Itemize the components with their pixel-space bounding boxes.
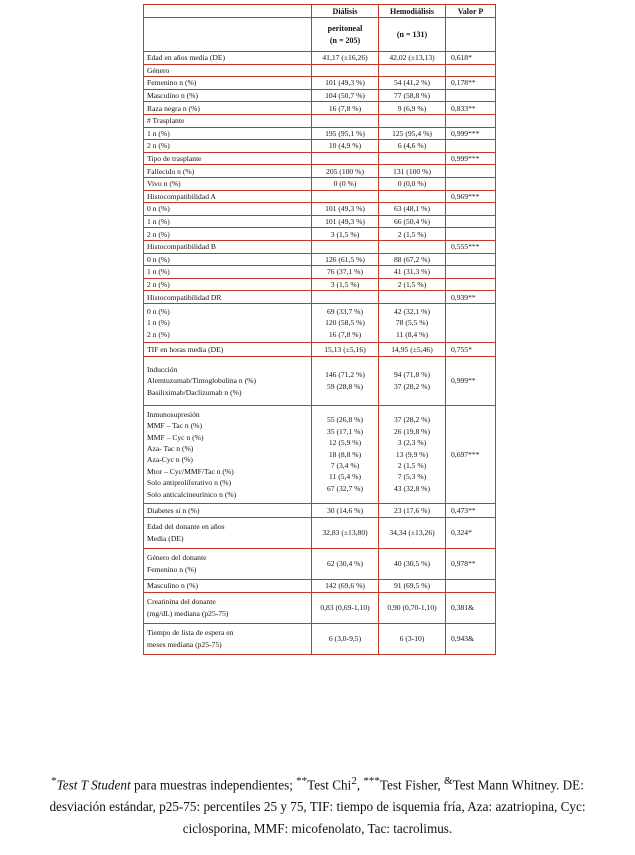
dialisis-value	[312, 303, 379, 342]
footnote-line-2: desviación estándar, p25-75: percentiles 25 y 75, TIF: tiempo de isquemia fría, Aza: azatriopina, Cyc:	[49, 799, 586, 815]
p-value: 0,697***	[446, 405, 496, 503]
footnote-fisher: Test Fisher,	[379, 777, 445, 793]
row-label-line: 0 n (%)	[147, 306, 170, 316]
hemodialisis-value: 91 (69,5 %)	[379, 579, 446, 592]
p-value	[446, 579, 496, 592]
table-row-genero-donante	[144, 548, 496, 579]
hemodialisis-value: 63 (48,1 %)	[379, 203, 446, 216]
table-row	[144, 64, 496, 77]
table-row-masculino-donante	[144, 579, 496, 592]
dialisis-value-line: 12 (5,9 %)	[328, 438, 362, 448]
table-row	[144, 77, 496, 90]
row-label-line: 1 n (%)	[147, 318, 170, 328]
header-empty-cell-2	[144, 18, 312, 52]
dialisis-value-line: 55 (26,8 %)	[326, 415, 364, 425]
header-dialisis-subtitle: peritoneal	[327, 24, 363, 34]
p-value: 0,978**	[446, 548, 496, 579]
row-label	[144, 517, 312, 548]
row-label-line: Solo anticalcineurínico n (%)	[147, 489, 237, 499]
row-label: TIF en horas media (DE)	[144, 342, 312, 356]
table-row-tif	[144, 342, 496, 356]
hemodialisis-value-line: 78 (5,5 %)	[395, 318, 429, 328]
row-label-line: MMF – Cyc n (%)	[147, 432, 204, 442]
table-row-diabetes	[144, 503, 496, 517]
hemodialisis-value-line: 2 (1,5 %)	[397, 461, 427, 471]
dialisis-value: 101 (49,3 %)	[312, 215, 379, 228]
row-label	[144, 592, 312, 623]
p-value: 0,999***	[446, 127, 496, 140]
hemodialisis-value-line: 26 (19,8 %)	[393, 426, 431, 436]
footnote-line-1	[4, 770, 631, 796]
table-row	[144, 203, 496, 216]
p-value: 0,999**	[446, 356, 496, 405]
row-label-line: Aza- Tac n (%)	[147, 443, 194, 453]
comparison-table	[143, 4, 496, 655]
hemodialisis-value: 125 (95,4 %)	[379, 127, 446, 140]
p-value	[446, 278, 496, 291]
table-row	[144, 266, 496, 279]
hemodialisis-value-line: 94 (71,8 %)	[393, 370, 431, 380]
row-label: 2 n (%)	[144, 140, 312, 153]
row-label-line: Mtor – Cyc/MMF/Tac n (%)	[147, 466, 234, 476]
p-value	[446, 228, 496, 241]
table-row-espera	[144, 623, 496, 654]
hemodialisis-value	[379, 240, 446, 253]
row-label: 1 n (%)	[144, 215, 312, 228]
row-label: Masculino n (%)	[144, 579, 312, 592]
hemodialisis-value-line: 11 (8,4 %)	[396, 329, 428, 339]
hemodialisis-value: 131 (100 %)	[379, 165, 446, 178]
hemodialisis-value	[379, 291, 446, 304]
table-row-induccion	[144, 356, 496, 405]
footnote-ttest: Test T Student	[56, 777, 131, 793]
p-value: 0,755*	[446, 342, 496, 356]
row-label	[144, 303, 312, 342]
table-row	[144, 165, 496, 178]
header-dialisis-title: Diálisis	[312, 5, 379, 18]
table-row-inmunosupresion	[144, 405, 496, 503]
dialisis-value: 15,13 (±5,16)	[312, 342, 379, 356]
hemodialisis-value-line: 37 (28,2 %)	[393, 381, 431, 391]
row-label	[144, 405, 312, 503]
row-label-line: Edad del donante en años	[147, 522, 225, 532]
dialisis-value: 32,83 (±13,80)	[312, 517, 379, 548]
table-row	[144, 52, 496, 65]
dialisis-value: 16 (7,8 %)	[312, 102, 379, 115]
row-label-line: Inducción	[147, 364, 178, 374]
hemodialisis-value	[379, 356, 446, 405]
row-label-line: 2 n (%)	[147, 329, 170, 339]
hemodialisis-value: 23 (17,6 %)	[379, 503, 446, 517]
header-p-empty	[446, 18, 496, 52]
row-label	[144, 356, 312, 405]
table-row	[144, 177, 496, 190]
row-label-line: Inmunosupresión	[147, 409, 200, 419]
row-label: Vivo n (%)	[144, 177, 312, 190]
dialisis-value: 104 (50,7 %)	[312, 89, 379, 102]
p-value	[446, 64, 496, 77]
footnote-mann: Test Mann Whitney. DE:	[452, 777, 584, 793]
row-label: Fallecido n (%)	[144, 165, 312, 178]
dialisis-value: 0 (0 %)	[312, 177, 379, 190]
footnote-chi: Test Chi	[307, 777, 352, 793]
dialisis-value-line: 67 (32,7 %)	[326, 483, 364, 493]
table-body	[144, 52, 496, 655]
hemodialisis-value	[379, 190, 446, 203]
hemodialisis-value: 0 (0,0 %)	[379, 177, 446, 190]
header-hemodialisis-sub	[379, 18, 446, 52]
p-value: 0,939**	[446, 291, 496, 304]
hemodialisis-value: 6 (4,6 %)	[379, 140, 446, 153]
row-label: 0 n (%)	[144, 203, 312, 216]
p-value: 0,999***	[446, 152, 496, 165]
row-label: Histocompatibilidad A	[144, 190, 312, 203]
dialisis-value	[312, 190, 379, 203]
p-value	[446, 303, 496, 342]
row-label-line: (mg/dL) mediana (p25-75)	[147, 608, 229, 618]
dialisis-value	[312, 152, 379, 165]
row-label-line: Media (DE)	[147, 533, 184, 543]
row-label: Edad en años media (DE)	[144, 52, 312, 65]
table-row	[144, 114, 496, 127]
dialisis-value-line: 120 (58,5 %)	[325, 318, 365, 328]
header-dialisis-sub	[312, 18, 379, 52]
dialisis-value: 3 (1,5 %)	[312, 278, 379, 291]
table-row-creatinina	[144, 592, 496, 623]
table-row	[144, 89, 496, 102]
hemodialisis-value	[379, 152, 446, 165]
header-p-value-title: Valor P	[446, 5, 496, 18]
table-row	[144, 291, 496, 304]
dialisis-value: 41,17 (±16,26)	[312, 52, 379, 65]
header-empty-cell	[144, 5, 312, 18]
hemodialisis-value-line: 37 (28,2 %)	[393, 415, 431, 425]
dialisis-value-line: 146 (71,2 %)	[325, 370, 365, 380]
table-row-dr-values	[144, 303, 496, 342]
row-label: Raza negra n (%)	[144, 102, 312, 115]
footnote-sep: ,	[356, 777, 364, 793]
row-label: 1 n (%)	[144, 127, 312, 140]
dialisis-value: 101 (49,3 %)	[312, 203, 379, 216]
footnote-mark-1: *	[51, 775, 57, 787]
row-label-line: Aza-Cyc n (%)	[147, 455, 193, 465]
hemodialisis-value-line: 43 (32,8 %)	[393, 483, 431, 493]
hemodialisis-value	[379, 114, 446, 127]
row-label: 2 n (%)	[144, 228, 312, 241]
dialisis-value: 3 (1,5 %)	[312, 228, 379, 241]
row-label: 1 n (%)	[144, 266, 312, 279]
row-label: Diabetes si n (%)	[144, 503, 312, 517]
dialisis-value	[312, 114, 379, 127]
p-value	[446, 140, 496, 153]
dialisis-value: 0,83 (0,69-1,10)	[312, 592, 379, 623]
table-row	[144, 152, 496, 165]
hemodialisis-value-line: 42 (32,1 %)	[393, 306, 431, 316]
header-hemodialisis-n: (n = 131)	[396, 29, 428, 39]
p-value	[446, 165, 496, 178]
p-value	[446, 253, 496, 266]
p-value: 0,324*	[446, 517, 496, 548]
table-row	[144, 140, 496, 153]
row-label	[144, 623, 312, 654]
hemodialisis-value: 42,02 (±13,13)	[379, 52, 446, 65]
p-value: 0,381&	[446, 592, 496, 623]
dialisis-value: 6 (3,0-9,5)	[312, 623, 379, 654]
dialisis-value-line: 35 (17,1 %)	[326, 426, 364, 436]
dialisis-value	[312, 291, 379, 304]
p-value: 0,969***	[446, 190, 496, 203]
row-label: Tipo de trasplante	[144, 152, 312, 165]
hemodialisis-value: 0,90 (0,70-1,10)	[379, 592, 446, 623]
hemodialisis-value: 9 (6,9 %)	[379, 102, 446, 115]
p-value: 0,943&	[446, 623, 496, 654]
hemodialisis-value: 6 (3-10)	[379, 623, 446, 654]
dialisis-value: 142 (69,6 %)	[312, 579, 379, 592]
row-label-line: Femenino n (%)	[147, 564, 197, 574]
p-value	[446, 203, 496, 216]
hemodialisis-value: 2 (1,5 %)	[379, 278, 446, 291]
row-label-line: Basiliximab/Daclizumab n (%)	[147, 387, 242, 397]
row-label-line: meses mediana (p25-75)	[147, 639, 222, 649]
hemodialisis-value	[379, 405, 446, 503]
hemodialisis-value: 41 (31,3 %)	[379, 266, 446, 279]
table-row	[144, 240, 496, 253]
footnote-text-1: para muestras independientes;	[130, 777, 297, 793]
footnote-line-3: ciclosporina, MMF: micofenolato, Tac: tacrolimus.	[182, 821, 453, 837]
table-row	[144, 215, 496, 228]
p-value: 0,833**	[446, 102, 496, 115]
row-label-line: Tiempo de lista de espera en	[147, 628, 234, 638]
hemodialisis-value: 34,34 (±13,26)	[379, 517, 446, 548]
table-row	[144, 278, 496, 291]
table-row	[144, 102, 496, 115]
dialisis-value: 195 (95,1 %)	[312, 127, 379, 140]
p-value	[446, 266, 496, 279]
footnote-mark-3: ***	[363, 775, 380, 787]
table-row	[144, 253, 496, 266]
dialisis-value	[312, 356, 379, 405]
p-value: 0,555***	[446, 240, 496, 253]
p-value	[446, 114, 496, 127]
dialisis-value: 10 (4,9 %)	[312, 140, 379, 153]
header-hemodialisis-title: Hemodiálisis	[379, 5, 446, 18]
hemodialisis-value: 66 (50,4 %)	[379, 215, 446, 228]
row-label	[144, 548, 312, 579]
row-label: Histocompatibilidad DR	[144, 291, 312, 304]
hemodialisis-value-line: 3 (2,3 %)	[397, 438, 427, 448]
footnote-mark-4: &	[444, 775, 453, 787]
hemodialisis-value: 88 (67,2 %)	[379, 253, 446, 266]
dialisis-value: 30 (14,6 %)	[312, 503, 379, 517]
dialisis-value: 62 (30,4 %)	[312, 548, 379, 579]
row-label-line: MMF – Tac n (%)	[147, 421, 203, 431]
dialisis-value: 126 (61,5 %)	[312, 253, 379, 266]
footnote-mark-2: **	[296, 775, 308, 787]
hemodialisis-value: 2 (1,5 %)	[379, 228, 446, 241]
p-value	[446, 177, 496, 190]
hemodialisis-value	[379, 303, 446, 342]
dialisis-value-line: 69 (33,7 %)	[326, 306, 364, 316]
row-label-line: Género del donante	[147, 553, 207, 563]
table-row	[144, 228, 496, 241]
row-label: Femenino n (%)	[144, 77, 312, 90]
hemodialisis-value	[379, 64, 446, 77]
dialisis-value: 101 (49,3 %)	[312, 77, 379, 90]
footnote-chi-sup: 2	[351, 775, 357, 787]
dialisis-value: 76 (37,1 %)	[312, 266, 379, 279]
dialisis-value	[312, 405, 379, 503]
table-row-edad-donante	[144, 517, 496, 548]
hemodialisis-value-line: 7 (5,3 %)	[397, 472, 427, 482]
dialisis-value-line: 11 (5,4 %)	[329, 472, 361, 482]
p-value: 0,178**	[446, 77, 496, 90]
row-label-line: Alemtuzumab/Timoglobulina n (%)	[147, 376, 256, 386]
p-value: 0,473**	[446, 503, 496, 517]
p-value	[446, 215, 496, 228]
footnote	[4, 770, 631, 840]
row-label: Género	[144, 64, 312, 77]
row-label: 0 n (%)	[144, 253, 312, 266]
hemodialisis-value: 77 (58,8 %)	[379, 89, 446, 102]
dialisis-value: 205 (100 %)	[312, 165, 379, 178]
hemodialisis-value: 54 (41,2 %)	[379, 77, 446, 90]
dialisis-value-line: 18 (8,8 %)	[328, 449, 362, 459]
row-label-line: Creatinina del donante	[147, 597, 216, 607]
row-label: # Trasplante	[144, 114, 312, 127]
dialisis-value-line: 59 (28,8 %)	[326, 381, 364, 391]
row-label-line: Solo antiproliferativo n (%)	[147, 478, 232, 488]
hemodialisis-value: 14,95 (±5,46)	[379, 342, 446, 356]
row-label: Histocompatibilidad B	[144, 240, 312, 253]
row-label: Masculino n (%)	[144, 89, 312, 102]
hemodialisis-value: 40 (30,5 %)	[379, 548, 446, 579]
dialisis-value	[312, 240, 379, 253]
table-row	[144, 127, 496, 140]
hemodialisis-value-line: 13 (9,9 %)	[395, 449, 429, 459]
dialisis-value	[312, 64, 379, 77]
row-label: 2 n (%)	[144, 278, 312, 291]
dialisis-value-line: 7 (3,4 %)	[330, 461, 360, 471]
p-value	[446, 89, 496, 102]
table-row	[144, 190, 496, 203]
p-value: 0,618*	[446, 52, 496, 65]
header-dialisis-n: (n = 205)	[329, 35, 361, 45]
dialisis-value-line: 16 (7,8 %)	[328, 329, 362, 339]
